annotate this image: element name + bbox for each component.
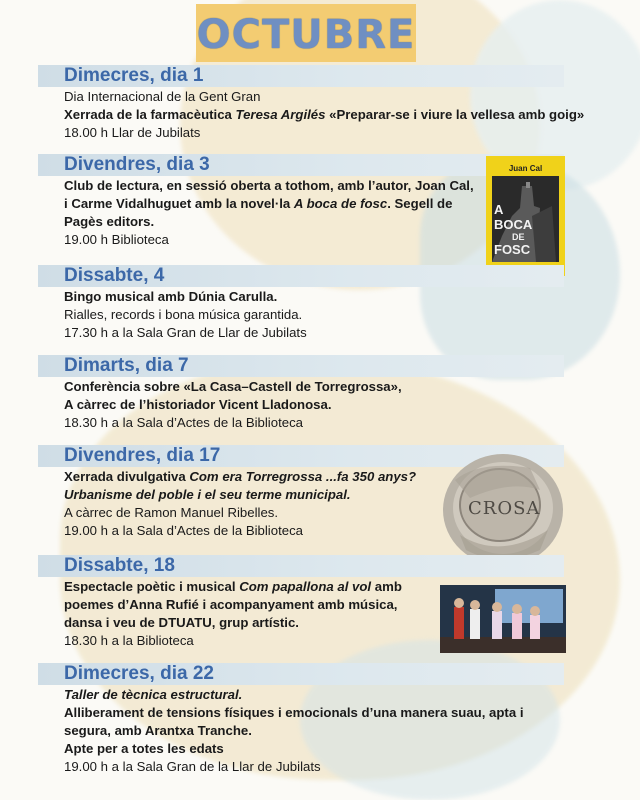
day-bar [38,555,564,577]
day-bar [38,65,564,87]
performance-photo [440,585,566,653]
title-banner [196,4,416,62]
event-line: Taller de tècnica estructural. [64,687,243,702]
event-line: A càrrec de l’historiador Vicent Lladonosa. [64,397,332,412]
event-line: poemes d’Anna Rufié i acompanyament amb música, [64,597,398,612]
event-line: Xerrada divulgativa Com era Torregrossa ...fa 350 anys? [64,469,417,484]
event-line: 18.30 h a la Biblioteca [64,633,194,648]
event-body [64,288,307,342]
event-line: Urbanisme del poble i el seu terme municipal. [64,487,351,502]
stone-plaque-image [440,450,566,570]
day-label: Divendres, dia 17 [64,445,221,466]
book-cover-image [486,156,565,276]
day-label: Dimecres, dia 1 [64,65,204,86]
book-title: A BOCA DE FOSC [494,202,533,257]
event-body [64,468,416,540]
event-body [64,578,402,650]
event-line: Rialles, records i bona música garantida. [64,307,303,322]
event-line: 18.30 h a la Sala d’Actes de la Biblioteca [64,415,303,430]
event-line: Pagès editors. [64,214,155,229]
event-line: i Carme Vidalhuguet amb la novel·la A boca de fosc. Segell de [64,196,453,211]
day-label: Divendres, dia 3 [64,154,210,175]
day-label: Dissabte, 4 [64,265,165,286]
event-line: A càrrec de Ramon Manuel Ribelles. [64,505,279,520]
event-line: Bingo musical amb Dúnia Carulla. [64,289,278,304]
event-line: 19.00 h a la Sala Gran de la Llar de Jubilats [64,759,321,774]
day-bar [38,265,564,287]
event-line: Conferència sobre «La Casa–Castell de Torregrossa», [64,379,402,394]
event-line: Club de lectura, en sessió oberta a tothom, amb l’autor, Joan Cal, [64,178,474,193]
event-line: 19.00 h Biblioteca [64,232,169,247]
event-line: Dia Internacional de la Gent Gran [64,89,261,104]
event-line: Alliberament de tensions físiques i emocionals d’una manera suau, apta i [64,705,524,720]
event-body [64,177,474,249]
event-line: 19.00 h a la Sala d’Actes de la Biblioteca [64,523,303,538]
event-body [64,686,524,776]
event-line: 17.30 h a la Sala Gran de Llar de Jubilats [64,325,307,340]
day-bar [38,663,564,685]
day-label: Dissabte, 18 [64,555,175,576]
day-bar [38,355,564,377]
event-line: segura, amb Arantxa Tranche. [64,723,252,738]
event-line: 18.00 h Llar de Jubilats [64,125,201,140]
day-label: Dimarts, dia 7 [64,355,189,376]
book-author: Juan Cal [508,164,543,173]
event-line: Xerrada de la farmacèutica Teresa Argilés «Preparar-se i viure la vellesa amb goig» [64,107,585,122]
event-line: dansa i veu de DTUATU, grup artístic. [64,615,299,630]
event-line: Apte per a totes les edats [64,741,224,756]
event-line: Espectacle poètic i musical Com papallona al vol amb [64,579,402,594]
plaque-text: CROSA [468,498,541,519]
event-body [64,378,402,432]
page-title: OCTUBRE [196,12,416,58]
event-body [64,88,584,142]
day-label: Dimecres, dia 22 [64,663,214,684]
